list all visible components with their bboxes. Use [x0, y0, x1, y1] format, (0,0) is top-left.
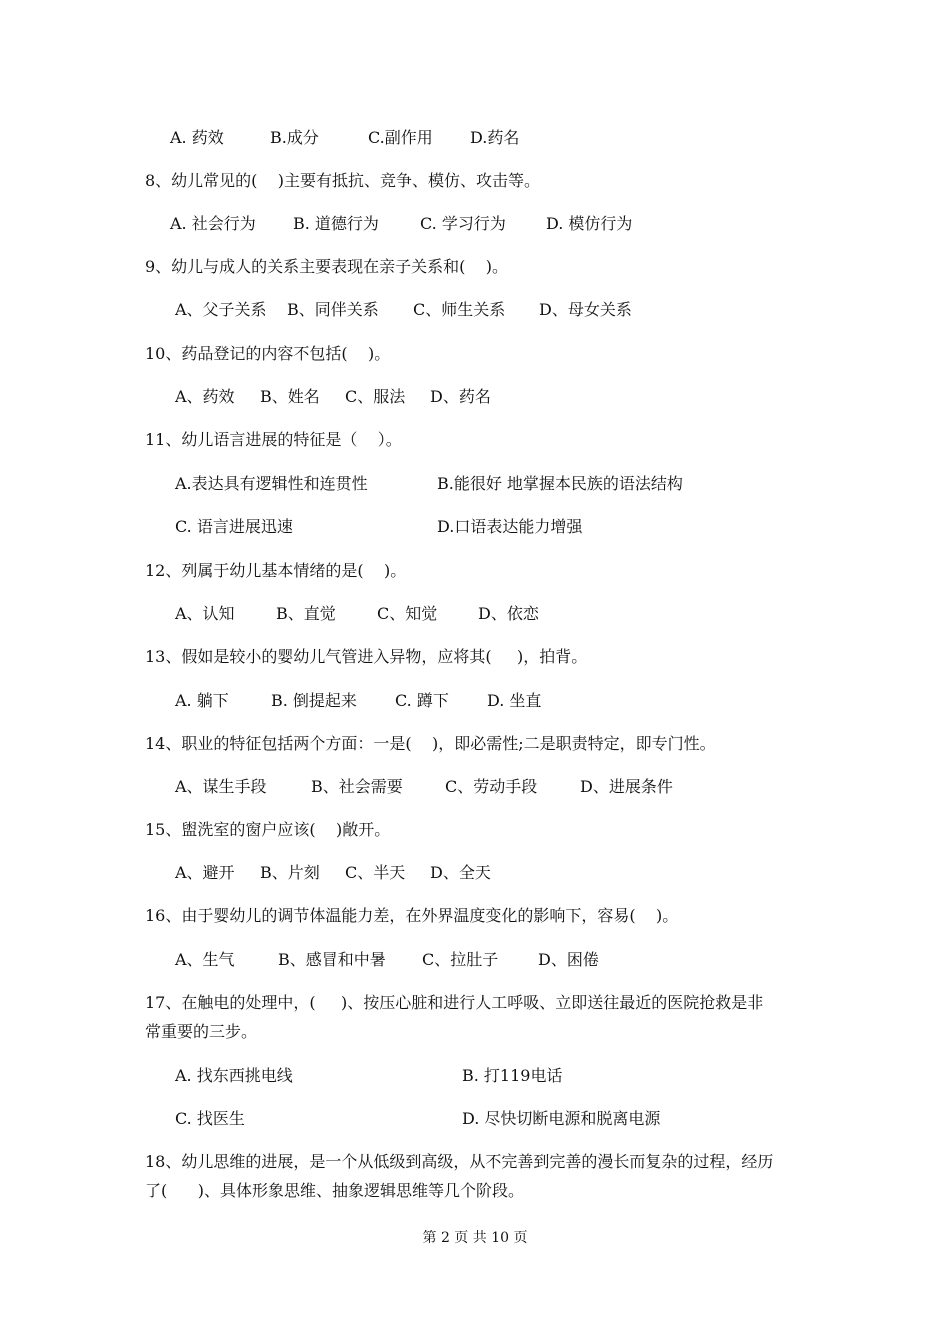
answer-option: D、母女关系: [539, 300, 632, 319]
answer-option: C.副作用: [368, 128, 433, 147]
answer-option: A. 社会行为: [170, 214, 256, 233]
answer-option: C. 蹲下: [395, 691, 449, 710]
answer-option: B、同伴关系: [287, 300, 379, 319]
answer-option: A、父子关系: [175, 300, 267, 319]
answer-option: B、直觉: [276, 604, 336, 623]
answer-option: A. 药效: [170, 128, 224, 147]
question-text: 18、幼儿思维的进展，是一个从低级到高级，从不完善到完善的漫长而复杂的过程，经历: [145, 1152, 774, 1171]
answer-option: B. 打119电话: [462, 1066, 563, 1085]
answer-option: D、困倦: [538, 950, 599, 969]
question-text: 13、假如是较小的婴幼儿气管进入异物，应将其( )，拍背。: [145, 647, 588, 666]
answer-option: C、半天: [345, 863, 406, 882]
answer-option: A、生气: [175, 950, 235, 969]
question-text: 9、幼儿与成人的关系主要表现在亲子关系和( )。: [145, 257, 509, 276]
answer-option: D、药名: [430, 387, 491, 406]
answer-option: D. 模仿行为: [546, 214, 633, 233]
answer-option: A、谋生手段: [175, 777, 267, 796]
answer-option: D. 坐直: [487, 691, 542, 710]
answer-option: D、进展条件: [580, 777, 673, 796]
answer-option: D.药名: [470, 128, 520, 147]
answer-option: C、知觉: [377, 604, 438, 623]
page-footer: 第 2 页 共 10 页: [422, 1230, 528, 1246]
answer-option: B.能很好 地掌握本民族的语法结构: [437, 474, 683, 493]
answer-option: C. 语言进展迅速: [175, 517, 293, 536]
answer-option: A. 找东西挑电线: [175, 1066, 293, 1085]
answer-option: A.表达具有逻辑性和连贯性: [175, 474, 368, 493]
question-text: 12、列属于幼儿基本情绪的是( )。: [145, 561, 407, 580]
question-text: 14、职业的特征包括两个方面：一是( )，即必需性;二是职责特定，即专门性。: [145, 734, 716, 753]
answer-option: B、感冒和中暑: [278, 950, 386, 969]
answer-option: A、避开: [175, 863, 235, 882]
answer-option: B、片刻: [260, 863, 320, 882]
question-text: 15、盥洗室的窗户应该( )敞开。: [145, 820, 391, 839]
answer-option: D. 尽快切断电源和脱离电源: [462, 1109, 661, 1128]
answer-option: B、社会需要: [311, 777, 403, 796]
answer-option: D.口语表达能力增强: [437, 517, 583, 536]
answer-option: C、师生关系: [413, 300, 506, 319]
question-text: 17、在触电的处理中，( )、按压心脏和进行人工呼吸、立即送往最近的医院抢救是非: [145, 993, 764, 1012]
question-text: 10、药品登记的内容不包括( )。: [145, 344, 391, 363]
answer-option: B. 道德行为: [293, 214, 379, 233]
answer-option: A. 躺下: [175, 691, 229, 710]
answer-option: A、药效: [175, 387, 235, 406]
answer-option: A、认知: [175, 604, 235, 623]
answer-option: B. 倒提起来: [271, 691, 357, 710]
answer-option: C. 学习行为: [420, 214, 506, 233]
question-text: 11、幼儿语言进展的特征是（ ）。: [145, 430, 402, 449]
answer-option: C、服法: [345, 387, 406, 406]
answer-option: B.成分: [270, 128, 319, 147]
question-text: 常重要的三步。: [145, 1022, 258, 1041]
answer-option: D、依恋: [478, 604, 539, 623]
question-text: 了( )、具体形象思维、抽象逻辑思维等几个阶段。: [145, 1181, 525, 1200]
answer-option: B、姓名: [260, 387, 320, 406]
question-text: 16、由于婴幼儿的调节体温能力差，在外界温度变化的影响下，容易( )。: [145, 906, 679, 925]
answer-option: C. 找医生: [175, 1109, 245, 1128]
answer-option: C、拉肚子: [422, 950, 499, 969]
answer-option: C、劳动手段: [445, 777, 538, 796]
answer-option: D、全天: [430, 863, 491, 882]
question-text: 8、幼儿常见的( )主要有抵抗、竞争、模仿、攻击等。: [145, 171, 541, 190]
